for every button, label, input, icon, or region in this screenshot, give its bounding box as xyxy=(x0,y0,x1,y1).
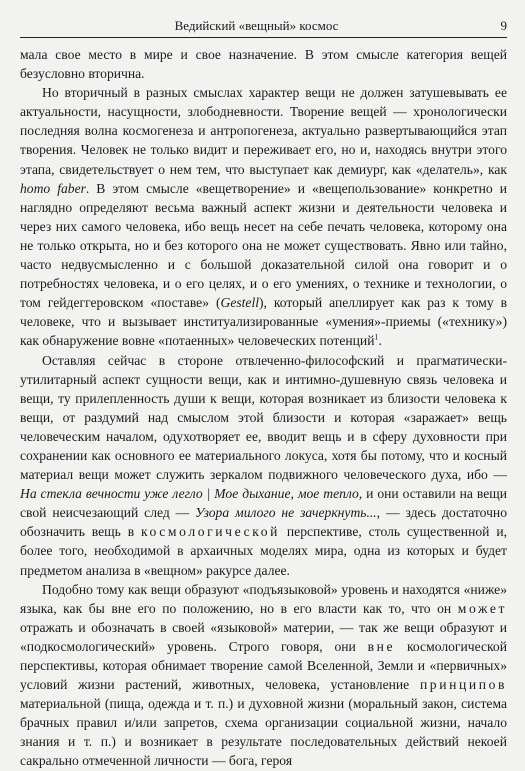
spaced-emphasis: космологической xyxy=(141,524,281,540)
running-header xyxy=(20,10,507,38)
paragraph xyxy=(20,83,507,350)
footnote-marker: 1 xyxy=(374,332,379,342)
italic-phrase: Узора милого не зачеркнуть... xyxy=(195,505,377,521)
text-run: , — здесь достаточно обозначить вещь в xyxy=(20,505,507,540)
page-number: 9 xyxy=(500,18,507,33)
italic-phrase: homo faber xyxy=(20,180,86,196)
spaced-emphasis: принципов xyxy=(419,677,507,693)
italic-phrase: На стекла вечности уже легло | Мое дыхание, мое тепло, xyxy=(20,486,363,502)
text-run: космологической перспективы, которая обнимает творение самой Вселенной, Земли и «первичных» условий жизни растений, животных, человека, установление xyxy=(20,638,507,693)
text-run: . xyxy=(378,333,382,349)
text-run: ), который апеллирует как раз к тому в человеке, что и вызывает институализированные «умения»-приемы («технику») как обнаружение вовне «потаенных» человеческих потенций xyxy=(20,295,508,349)
running-title: Ведийский «вещный» космос xyxy=(174,18,339,33)
text-run: и они оставили на вещи свой неисчезающий след — xyxy=(20,486,507,521)
paragraph xyxy=(20,580,507,771)
spaced-emphasis: может xyxy=(457,600,507,616)
text-run: мала свое место в мире и свое назначение. В этом смысле категория вещей безусловно вторична. xyxy=(20,47,507,82)
paragraph xyxy=(20,45,507,83)
text-run: Оставляя сейчас в стороне отвлеченно-философский и прагматически-утилитарный аспект сущности вещи, как и интимно-душевную связь человека и вещи, ту прилепленность души к вещи, которая возникает из близости человека к вещи, от раздумий над смыслом этой близости и которая «заражает» вещь человеческим началом, одухотворяет ее, вводит вещь и в сферу духовности при сохранении как основного ее материального локуса, хотя бы потому, что и косный материал вещи может служить зеркалом подвижного человеческого духа, ибо — xyxy=(20,352,507,483)
spaced-emphasis: вне xyxy=(367,638,396,654)
body-text xyxy=(20,45,507,771)
text-run: материальной (пища, одежда и т. п.) и духовной жизни (моральный закон, система брачных правил и/или запретов, схема организации социальной жизни, начало знания и т. п.) и возникает в результате последовательных действий некоей сакрально отмеченной личности — бога, героя xyxy=(20,696,507,769)
text-run: отражать и обозначать в своей «языковой» материи, — так же вещи образуют и «подкосмологический» уровень. Строго говоря, они xyxy=(20,619,507,654)
text-run: перспективе, столь существенной и, более того, необходимой в архаичных моделях мира, одна из которых и будет предметом анализа в «вещном» ракурсе далее. xyxy=(20,524,507,578)
text-run: Но вторичный в разных смыслах характер вещи не должен затушевывать ее актуальности, насущности, злободневности. Творение вещей — хронологически последняя волна космогенеза и антропогенеза, актуально развертывающийся этап творения. Человек не только видит и переживает его, но и, находясь внутри этого этапа, свидетельствует о нем тем, что выступает как демиург, как «делатель», как xyxy=(20,85,507,177)
text-run: . В этом смысле «вещетворение» и «вещепользование» конкретно и наглядно определяют весьма важный аспект жизни и деятельности человека и через них самого человека, ибо вещь несет на себе печать человека, которому она не только открыта, но и без которого она не может существовать. Явно или тайно, часто недвусмысленно и с большой доказательной силой она говорит и о потребностях человека, и о его целях, и о его умениях, о технике и технологии, о том гейдеггеровском «поставе» ( xyxy=(20,180,507,311)
paragraph xyxy=(20,351,507,580)
italic-phrase: Gestell xyxy=(220,295,260,311)
text-run: Подобно тому как вещи образуют «подъязыковой» уровень и находятся «ниже» языка, как бы вне его по положению, но в его власти как то, что он xyxy=(20,581,507,616)
